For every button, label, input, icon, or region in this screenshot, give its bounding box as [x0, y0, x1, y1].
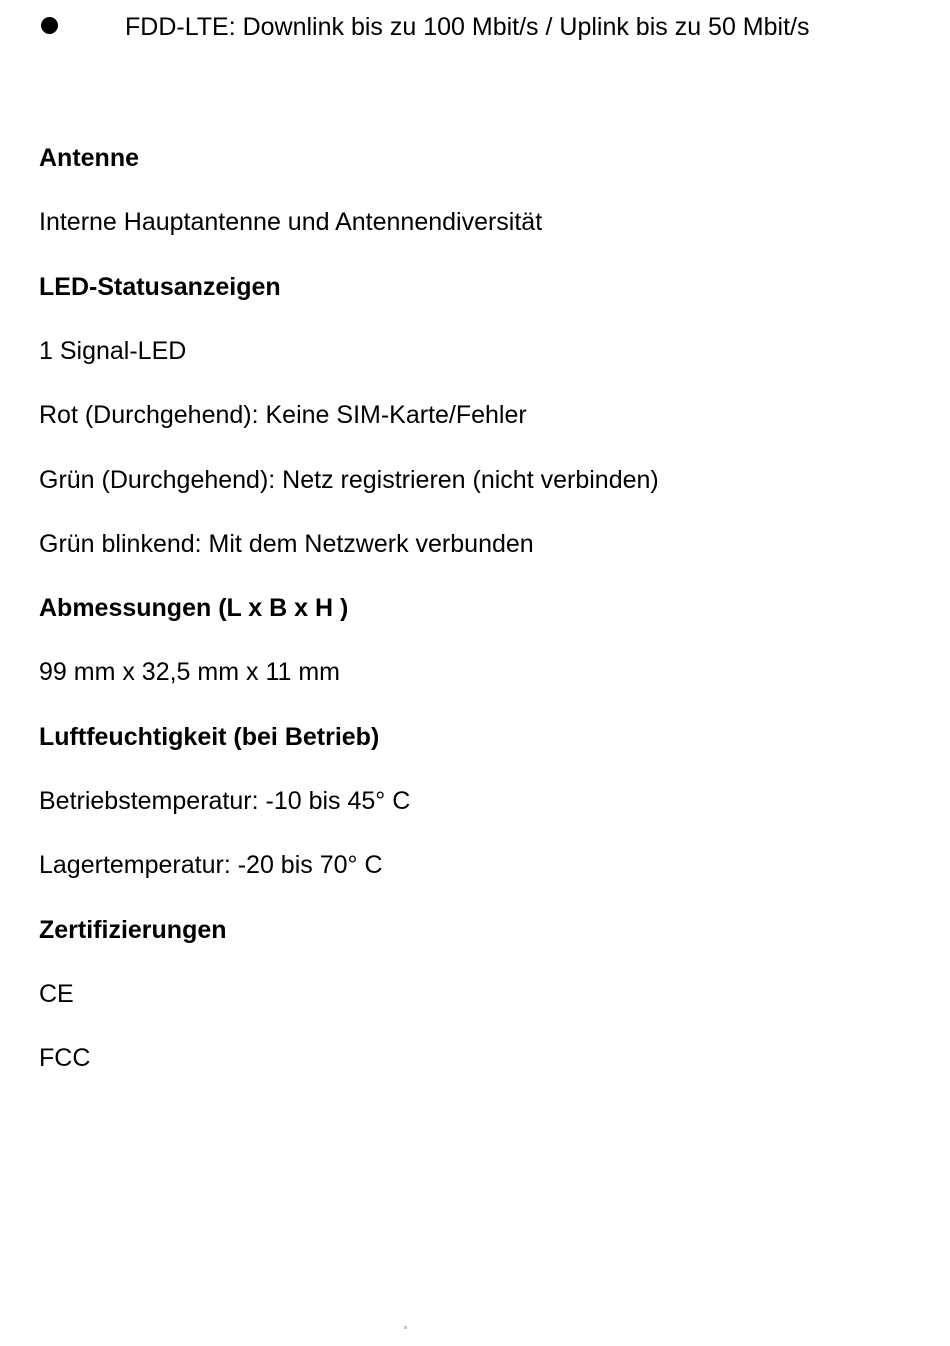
- led-line: 1 Signal-LED: [39, 337, 187, 365]
- led-line: Rot (Durchgehend): Keine SIM-Karte/Fehler: [39, 401, 527, 429]
- bullet-dot-icon: [41, 17, 58, 34]
- heading-luftfeuchtigkeit: Luftfeuchtigkeit (bei Betrieb): [39, 723, 380, 751]
- led-line: Grün blinkend: Mit dem Netzwerk verbunden: [39, 530, 534, 558]
- footer-mark: [404, 1326, 407, 1329]
- luftfeuchtigkeit-line: Lagertemperatur: -20 bis 70° C: [39, 851, 383, 879]
- heading-zertifizierungen: Zertifizierungen: [39, 916, 227, 944]
- zertifizierung-line: FCC: [39, 1044, 91, 1072]
- bullet-text: FDD-LTE: Downlink bis zu 100 Mbit/s / Uplink bis zu 50 Mbit/s: [125, 13, 810, 41]
- abmessungen-line: 99 mm x 32,5 mm x 11 mm: [39, 658, 340, 686]
- antenne-line: Interne Hauptantenne und Antennendiversität: [39, 208, 543, 236]
- luftfeuchtigkeit-line: Betriebstemperatur: -10 bis 45° C: [39, 787, 411, 815]
- heading-led-status: LED-Statusanzeigen: [39, 273, 281, 301]
- heading-antenne: Antenne: [39, 144, 139, 172]
- zertifizierung-line: CE: [39, 980, 74, 1008]
- bullet-item: [0, 10, 950, 44]
- heading-abmessungen: Abmessungen (L x B x H ): [39, 594, 349, 622]
- led-line: Grün (Durchgehend): Netz registrieren (nicht verbinden): [39, 466, 659, 494]
